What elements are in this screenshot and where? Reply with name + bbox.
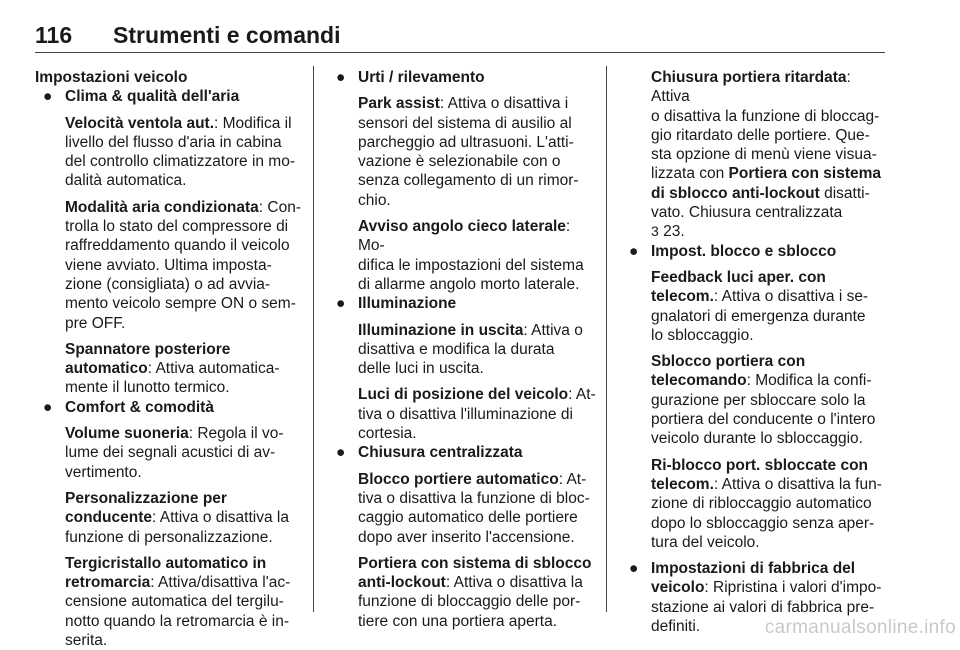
bullet-icon: ● bbox=[629, 242, 639, 260]
column-3 bbox=[621, 68, 893, 636]
bullet-icon: ● bbox=[336, 444, 346, 462]
entry-anti-lockout: Portiera con sistema di sblocco anti-lockout: Attiva o disattiva la funzione di bloccaggio delle por- tiere con una portiera aperta. bbox=[358, 554, 592, 630]
bullet-icon: ● bbox=[336, 69, 346, 86]
entry-personalizzazione: Personalizzazione per conducente: Attiva o disattiva la funzione di personalizzazione. bbox=[65, 489, 289, 546]
column-divider-1 bbox=[313, 66, 314, 612]
header-rule bbox=[35, 52, 885, 53]
page-header bbox=[35, 22, 340, 49]
page-number: 116 bbox=[35, 22, 73, 48]
bullet-urti: ● Urti / rilevamento bbox=[336, 69, 485, 86]
column-2 bbox=[328, 68, 600, 631]
bullet-chiusura: ● Chiusura centralizzata bbox=[336, 444, 523, 462]
entry-tergicristallo: Tergicristallo automatico in retromarcia: Attiva/disattiva l'ac- censione automatica del tergilu- notto quando la retromarcia è in- serita. bbox=[65, 554, 291, 650]
entry-feedback-luci: Feedback luci aper. con telecom.: Attiva o disattiva i se- gnalatori di emergenza durante lo sbloccaggio. bbox=[651, 268, 869, 344]
bullet-comfort: ● Comfort & comodità bbox=[43, 398, 214, 416]
entry-illuminazione-uscita: Illuminazione in uscita: Attiva o disattiva e modifica la durata delle luci in uscita. bbox=[358, 321, 583, 378]
entry-velocita-ventola: Velocità ventola aut.: Modifica il livello del flusso d'aria in cabina del controllo climatizzatore in mo- dalità automatica. bbox=[65, 114, 296, 190]
page-ref[interactable]: 23. bbox=[658, 223, 685, 241]
column-1 bbox=[35, 68, 307, 650]
bullet-icon: ● bbox=[629, 560, 639, 578]
entry-luci-posizione: Luci di posizione del veicolo: At- tiva o disattiva l'illuminazione di cortesia. bbox=[358, 386, 596, 443]
entry-sblocco-portiera: Sblocco portiera con telecomando: Modifica la confi- gurazione per sbloccare solo la portiera del conducente o l'intero veicolo durante lo sbloccaggio. bbox=[651, 353, 876, 448]
entry-chiusura-ritardata: Chiusura portiera ritardata: Attiva o disattiva la funzione di bloccag- gio ritardato delle portiere. Que- sta opzione di menù viene visua- lizzata con Portiera con sistema di sblocco anti-lockout disatti- vato. Chiusura centralizzata 3 23. bbox=[651, 69, 882, 241]
bullet-impostazioni-fabbrica: ● Impostazioni di fabbrica del veicolo: Ripristina i valori d'impo- stazione ai valori di fabbrica pre- definiti. bbox=[629, 560, 882, 636]
column-divider-2 bbox=[606, 66, 607, 612]
entry-angolo-cieco: Avviso angolo cieco laterale: Mo- difica le impostazioni del sistema di allarme angolo morto laterale. bbox=[358, 218, 584, 293]
bullet-icon: ● bbox=[336, 295, 346, 313]
entry-park-assist: Park assist: Attiva o disattiva i sensori del sistema di ausilio al parcheggio ad ultrasuoni. L'atti- vazione è selezionabile con o senza collegamento di un rimor- chio. bbox=[358, 95, 579, 209]
entry-modalita-aria: Modalità aria condizionata: Con- trolla lo stato del compressore di raffreddamento quando il veicolo viene avviato. Ultima imposta- zione (consigliata) o ad avvia- mento veicolo sempre ON o sem- pre OFF. bbox=[65, 198, 301, 332]
entry-volume-suoneria: Volume suoneria: Regola il vo- lume dei segnali acustici di av- vertimento. bbox=[65, 425, 284, 481]
entry-ri-blocco: Ri-blocco port. sbloccate con telecom.: Attiva o disattiva la fun- zione di ribloccaggio automatico dopo lo sbloccaggio senza aper- tura del veicolo. bbox=[651, 456, 882, 551]
entry-spannatore: Spannatore posteriore automatico: Attiva automatica- mente il lunotto termico. bbox=[65, 340, 280, 397]
bullet-illuminazione: ● Illuminazione bbox=[336, 295, 457, 313]
bullet-icon: ● bbox=[43, 88, 53, 106]
section-title: Impostazioni veicolo bbox=[35, 69, 188, 86]
bullet-icon: ● bbox=[43, 398, 53, 416]
watermark: carmanualsonline.info bbox=[764, 617, 956, 638]
page-ref-arrow-icon: 3 bbox=[651, 223, 659, 240]
entry-blocco-automatico: Blocco portiere automatico: At- tiva o disattiva la funzione di bloc- caggio automatico delle portiere dopo aver inserito l'accensione. bbox=[358, 470, 590, 546]
bullet-impost-blocco: ● Impost. blocco e sblocco bbox=[629, 242, 837, 260]
bullet-clima: ● Clima & qualità dell'aria bbox=[43, 88, 240, 106]
page-title: Strumenti e comandi bbox=[113, 22, 341, 48]
